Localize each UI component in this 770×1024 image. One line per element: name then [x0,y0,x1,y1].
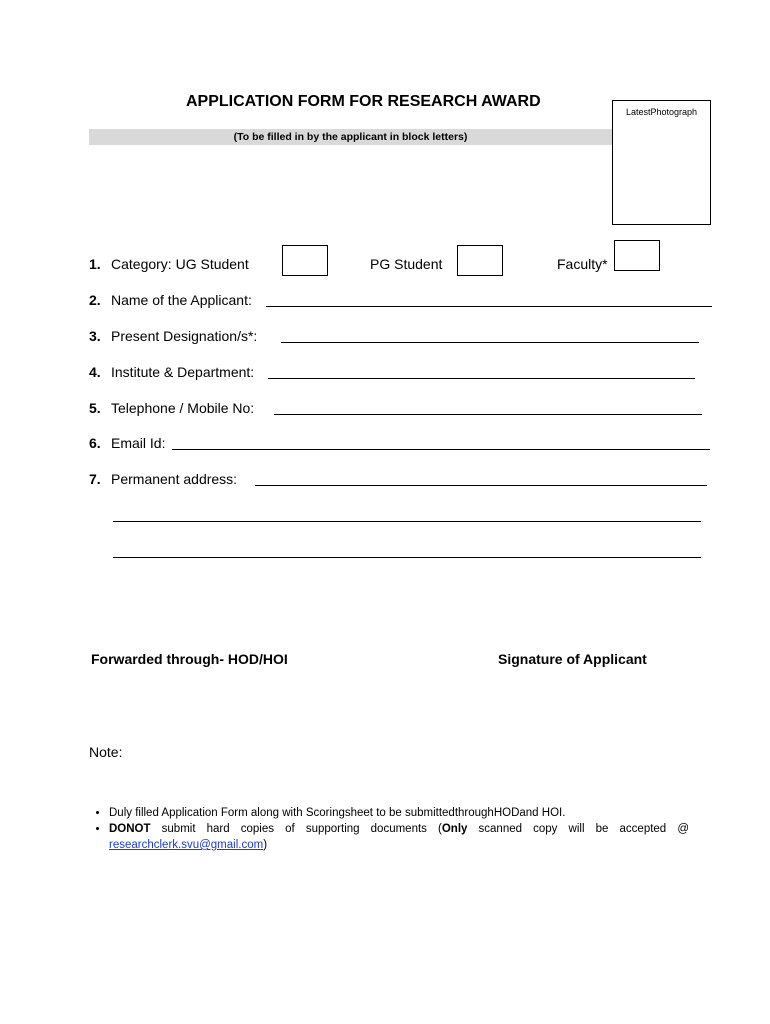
telephone-number: 5. [89,400,101,416]
institute-input-line[interactable] [268,366,695,379]
address-row [89,470,237,488]
designation-input-line[interactable] [281,330,699,343]
note-text-1: submit hard copies of supporting documents ( [150,823,442,835]
address-input-line-1[interactable] [255,473,707,486]
telephone-input-line[interactable] [274,402,702,415]
note-item [109,821,689,853]
category-row [89,255,249,273]
address-label: Permanent address: [111,471,238,487]
faculty-checkbox[interactable] [614,240,660,271]
institute-row [89,363,254,381]
name-row [89,291,252,309]
applicant-signature-label: Signature of Applicant [498,651,647,667]
name-input-line[interactable] [266,294,712,307]
email-input-line[interactable] [172,437,710,450]
email-link[interactable]: researchclerk.svu@gmail.com [109,839,264,851]
telephone-label: Telephone / Mobile No: [111,400,255,416]
ug-student-checkbox[interactable] [282,245,328,276]
email-number: 6. [89,435,101,451]
form-subtitle: (To be filled in by the applicant in block letters) [233,131,468,143]
note-heading: Note: [89,744,123,760]
note-list [89,805,689,853]
note-donot: DONOT [109,823,151,835]
designation-label: Present Designation/s*: [111,328,258,344]
email-label: Email Id: [111,435,166,451]
note-end: ) [263,839,268,851]
telephone-row [89,399,254,417]
address-input-line-2[interactable] [113,509,701,522]
note-item [109,805,689,821]
name-label: Name of the Applicant: [111,292,252,308]
faculty-label: Faculty* [557,256,608,272]
institute-number: 4. [89,364,101,380]
pg-student-label: PG Student [370,256,443,272]
address-input-line-3[interactable] [113,545,701,558]
email-row [89,434,165,452]
category-label: Category: UG Student [111,256,249,272]
institute-label: Institute & Department: [111,364,255,380]
designation-number: 3. [89,328,101,344]
note-item-1-text: Duly filled Application Form along with Scoringsheet to be submittedthroughHODand HOI. [109,807,566,819]
form-title: APPLICATION FORM FOR RESEARCH AWARD [186,93,541,110]
pg-student-checkbox[interactable] [457,245,503,276]
category-number: 1. [89,256,101,272]
note-text-2: scanned copy will be accepted @ [467,823,689,835]
name-number: 2. [89,292,101,308]
photograph-label: LatestPhotograph [625,107,698,117]
forwarded-through-label: Forwarded through- HOD/HOI [91,651,288,667]
note-only: Only [441,823,468,835]
address-number: 7. [89,471,101,487]
photograph-box[interactable] [612,100,711,225]
designation-row [89,327,257,345]
